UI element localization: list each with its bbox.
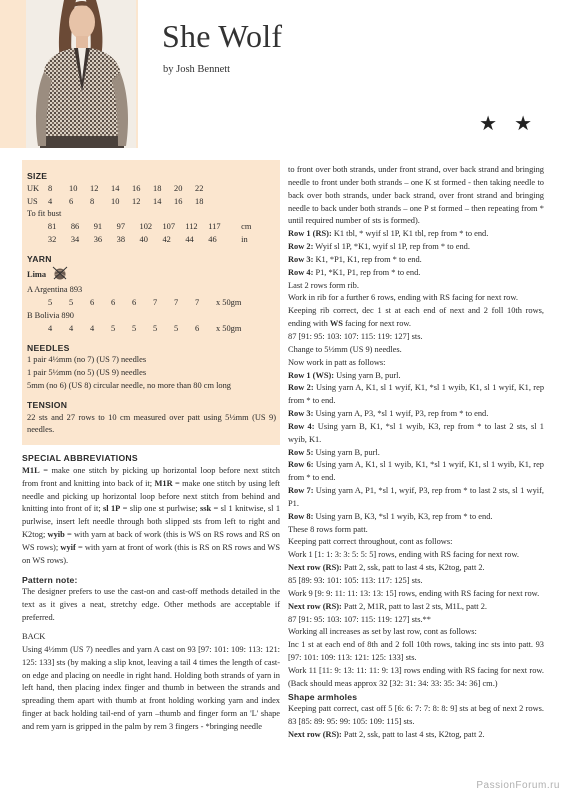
needles-line-2: 1 pair 5½mm (no 5) (US 9) needles — [27, 368, 147, 378]
patt-row-2: Row 2: Using yarn A, K1, sl 1 wyif, K1, *sl 1 wyib, K1, sl 1 wyif, K1, rep from * to end. — [288, 383, 545, 406]
difficulty-stars: ★ ★ — [479, 113, 538, 135]
stitch-count: 87 [91: 95: 103: 107: 115: 119: 127] sts.** — [288, 614, 431, 624]
instruction-line: Working all increases as set by last row, cont as follows: — [288, 627, 477, 637]
rib-row-4: Row 4: P1, *K1, P1, rep from * to end. — [288, 267, 421, 277]
pattern-title: She Wolf — [162, 18, 283, 54]
pattern-note-text: The designer prefers to use the cast-on and cast-off methods detailed in the text as it gives a neat, stretchy edge. Other methods are acceptable if preferred. — [22, 587, 280, 623]
patt-row-8: Row 8: Using yarn B, K3, *sl 1 wyib, K3, rep from * to end. — [288, 511, 493, 521]
next-row-dec: Next row (RS): Patt 2, ssk, patt to last 4 sts, K2tog, patt 2. — [288, 563, 485, 573]
uk-sizes-row: UK 8 10 12 14 16 18 20 22 — [27, 183, 204, 193]
needles-line-3: 5mm (no 6) (US 8) circular needle, no more than 80 cm long — [27, 380, 231, 390]
yarn-brand: Lima — [27, 269, 47, 279]
title-area — [138, 0, 566, 148]
patt-row-7: Row 7: Using yarn A, P1, *sl 1, wyif, P3, rep from * to last 2 sts, sl 1 wyif, P1. — [288, 486, 544, 508]
right-column — [288, 164, 544, 742]
patt-row-6: Row 6: Using yarn A, K1, sl 1 wyib, K1, *sl 1 wyif, K1, sl 1 wyib, K1, rep from * to end. — [288, 460, 544, 483]
yarn-a-quantities: 5 5 6 6 6 7 7 7 x 50gm — [48, 298, 242, 308]
instruction-line: Work in rib for a further 6 rows, ending with RS facing for next row. — [288, 293, 518, 303]
back-text: Using 4½mm (US 7) needles and yarn A cast on 93 [97: 101: 109: 113: 121: 125: 133] sts (by making a slip knot, leaving a tail 4 times the length of cast-on edge and placing on needle in right hand. Holding both strands of yarn in left hand, then placing index finger and thumb in between the strands and spreading them apart with thumb at front holding working yarn and index finger at back holding tail-end of yarn –thumb and finger form an 'L' shape and rem yarn is gripped in the palm by rem 3 fingers - *bringing needle — [22, 644, 280, 731]
needles-line-1: 1 pair 4½mm (no 7) (US 7) needles — [27, 355, 147, 365]
rib-row-1: Row 1 (RS): K1 tbl, * wyif sl 1P, K1 tbl, rep from * to end. — [288, 229, 489, 239]
size-heading: SIZE — [27, 171, 48, 181]
patt-row-5: Row 5: Using yarn B, purl. — [288, 447, 380, 457]
instruction-line: Keeping patt correct throughout, cont as follows: — [288, 537, 453, 547]
instruction-line: Change to 5½mm (US 9) needles. — [288, 344, 402, 354]
stitch-count: 87 [91: 95: 103: 107: 115: 119: 127] sts. — [288, 331, 423, 341]
pattern-note-heading: Pattern note: — [22, 574, 78, 585]
instruction-line: These 8 rows form patt. — [288, 524, 368, 534]
shape-armholes-heading: Shape armholes — [288, 691, 358, 702]
yarn-a-label: A Argentina 893 — [27, 285, 83, 295]
bust-cm-row: 81 86 91 97 102 107 112 117 cm — [47, 222, 252, 232]
patt-row-4: Row 4: Using yarn B, K1, *sl 1 wyib, K3, rep from * to last 2 sts, sl 1 wyib, K1. — [288, 421, 544, 444]
instruction-line: Keeping patt correct, cast off 5 [6: 6: 7: 7: 8: 8: 9] sts at beg of next 2 rows. 83 [85: 89: 95: 99: 105: 109: 115] sts. — [288, 704, 544, 727]
instruction-line: Work 1 [1: 1: 3: 3: 5: 5: 5] rows, ending with RS facing for next row. — [288, 550, 519, 560]
next-row-armhole: Next row (RS): Patt 2, ssk, patt to last 4 sts, K2tog, patt 2. — [288, 730, 485, 740]
instruction-line: Work 9 [9: 9: 11: 11: 13: 13: 15] rows, ending with RS facing for next row. — [288, 588, 540, 598]
to-fit-label: To fit bust — [27, 209, 62, 219]
abbreviations-heading: SPECIAL ABBREVIATIONS — [22, 453, 138, 463]
instruction-line: Now work in patt as follows: — [288, 357, 386, 367]
needles-heading: NEEDLES — [27, 342, 70, 353]
yarn-heading: YARN — [27, 253, 52, 264]
yarn-brand-row — [27, 266, 276, 285]
patt-row-3: Row 3: Using yarn A, P3, *sl 1 wyif, P3, rep from * to end. — [288, 409, 489, 419]
info-sidebar — [22, 160, 280, 445]
abbreviations-text: M1L = make one stitch by picking up horizontal loop before next stitch from front and knitting into back of it; M1R = make one stitch by using left needle and picking up horizontal loop before next stitch from behind and knitting into front of it; sl 1P = slip one st purlwise; ssk = sl 1 knitwise, sl 1 purlwise, insert left needle through both slipped sts from left to right and K2tog; wyib = with yarn at back of work (this is WS on RS rows and RS on WS rows); wyif = with yarn at front of work (this is RS on RS rows and WS on WS rows). — [22, 465, 281, 565]
instruction-line: Inc 1 st at each end of 8th and 2 foll 10th rows, taking inc sts into patt. 93 [97: 101: 109: 113: 121: 125: 133] sts. — [288, 640, 544, 663]
tension-text: 22 sts and 27 rows to 10 cm measured over patt using 5½mm (US 9) needles. — [27, 412, 276, 435]
yarn-ball-icon — [51, 266, 69, 285]
us-sizes-row: US 4 6 8 10 12 14 16 18 — [27, 196, 204, 206]
bust-in-row: 32 34 36 38 40 42 44 46 in — [47, 234, 248, 244]
left-column — [22, 452, 280, 734]
stitch-count: 85 [89: 93: 101: 105: 113: 117: 125] sts. — [288, 576, 423, 585]
designer-byline: by Josh Bennett — [163, 64, 231, 75]
rib-row-2: Row 2: Wyif sl 1P, *K1, wyif sl 1P, rep from * to end. — [288, 242, 470, 252]
yarn-b-label: B Bolivia 890 — [27, 310, 74, 320]
instruction-line: Last 2 rows form rib. — [288, 280, 359, 290]
cast-on-continued: to front over both strands, under front strand, over back strand and bringing needle to front under both strands – one K st formed - then taking needle to back over both strands, under back strand, over front strand and bringing needle to back under both strands – one P st formed – then repeating from * until required number of sts is formed). — [288, 165, 544, 226]
back-heading: BACK — [22, 631, 46, 641]
rib-row-3: Row 3: K1, *P1, K1, rep from * to end. — [288, 254, 422, 264]
patt-row-1: Row 1 (WS): Using yarn B, purl. — [288, 370, 401, 380]
watermark: PassionForum.ru — [476, 780, 560, 791]
model-photo — [26, 0, 136, 148]
instruction-line: Keeping rib correct, dec 1 st at each end of next and 2 foll 10th rows, ending with WS facing for next row. — [288, 306, 544, 329]
yarn-b-quantities: 4 4 4 5 5 5 5 6 x 50gm — [48, 323, 242, 333]
instruction-line: Work 11 [11: 9: 13: 11: 11: 9: 13] rows ending with RS facing for next row. (Back should meas approx 32 [32: 31: 34: 33: 35: 34: 36] cm.) — [288, 665, 544, 688]
next-row-inc: Next row (RS): Patt 2, M1R, patt to last 2 sts, M1L, patt 2. — [288, 601, 487, 611]
tension-heading: TENSION — [27, 399, 68, 410]
